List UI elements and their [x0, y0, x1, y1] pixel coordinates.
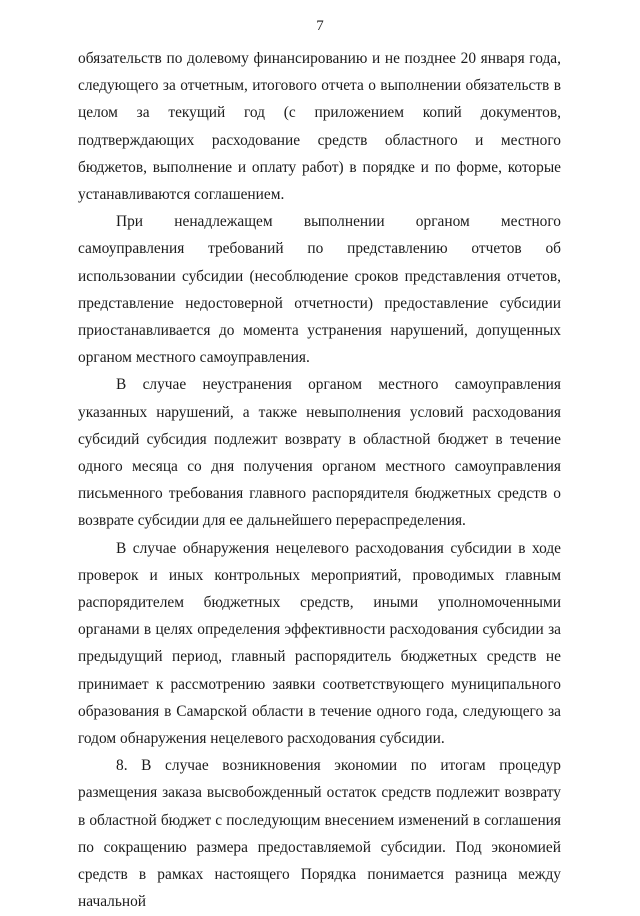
- document-body: [78, 45, 561, 916]
- paragraph-item-8: 8. В случае возникновения экономии по итогам процедур размещения заказа высвобожденный остаток средств подлежит возврату в областной бюджет с последующим внесением изменений в соглашения по сокращению размера предоставляемой субсидии. Под экономией средств в рамках настоящего Порядка понимается разница между начальной: [78, 757, 561, 911]
- paragraph-reporting-obligations: обязательств по долевому финансированию и не позднее 20 января года, следующего за отчетным, итогового отчета о выполнении обязательств в целом за текущий год (с приложением копий документов, подтверждающих расходование средств областного и местного бюджетов, выполнение и оплату работ) в порядке и по форме, которые устанавливаются соглашением.: [78, 50, 561, 204]
- page-number: 7: [316, 18, 324, 34]
- paragraph-refund: В случае неустранения органом местного самоуправления указанных нарушений, а также невыполнения условий расходования субсидий субсидия подлежит возврату в областной бюджет в течение одного месяца со дня получения органом местного самоуправления письменного требования главного распорядителя бюджетных средств о возврате субсидии для ее дальнейшего перераспределения.: [78, 376, 561, 530]
- paragraph-suspension: При ненадлежащем выполнении органом местного самоуправления требований по представлению отчетов об использовании субсидии (несоблюдение сроков представления отчетов, представление недостоверной отчетности) предоставление субсидии приостанавливается до момента устранения нарушений, допущенных органом местного самоуправления.: [78, 213, 561, 367]
- paragraph-misuse: В случае обнаружения нецелевого расходования субсидии в ходе проверок и иных контрольных мероприятий, проводимых главным распорядителем бюджетных средств, иными уполномоченными органами в целях определения эффективности расходования субсидии за предыдущий период, главный распорядитель бюджетных средств не принимает к рассмотрению заявки соответствующего муниципального образования в Самарской области в течение одного года, следующего за годом обнаружения нецелевого расходования субсидии.: [78, 539, 561, 748]
